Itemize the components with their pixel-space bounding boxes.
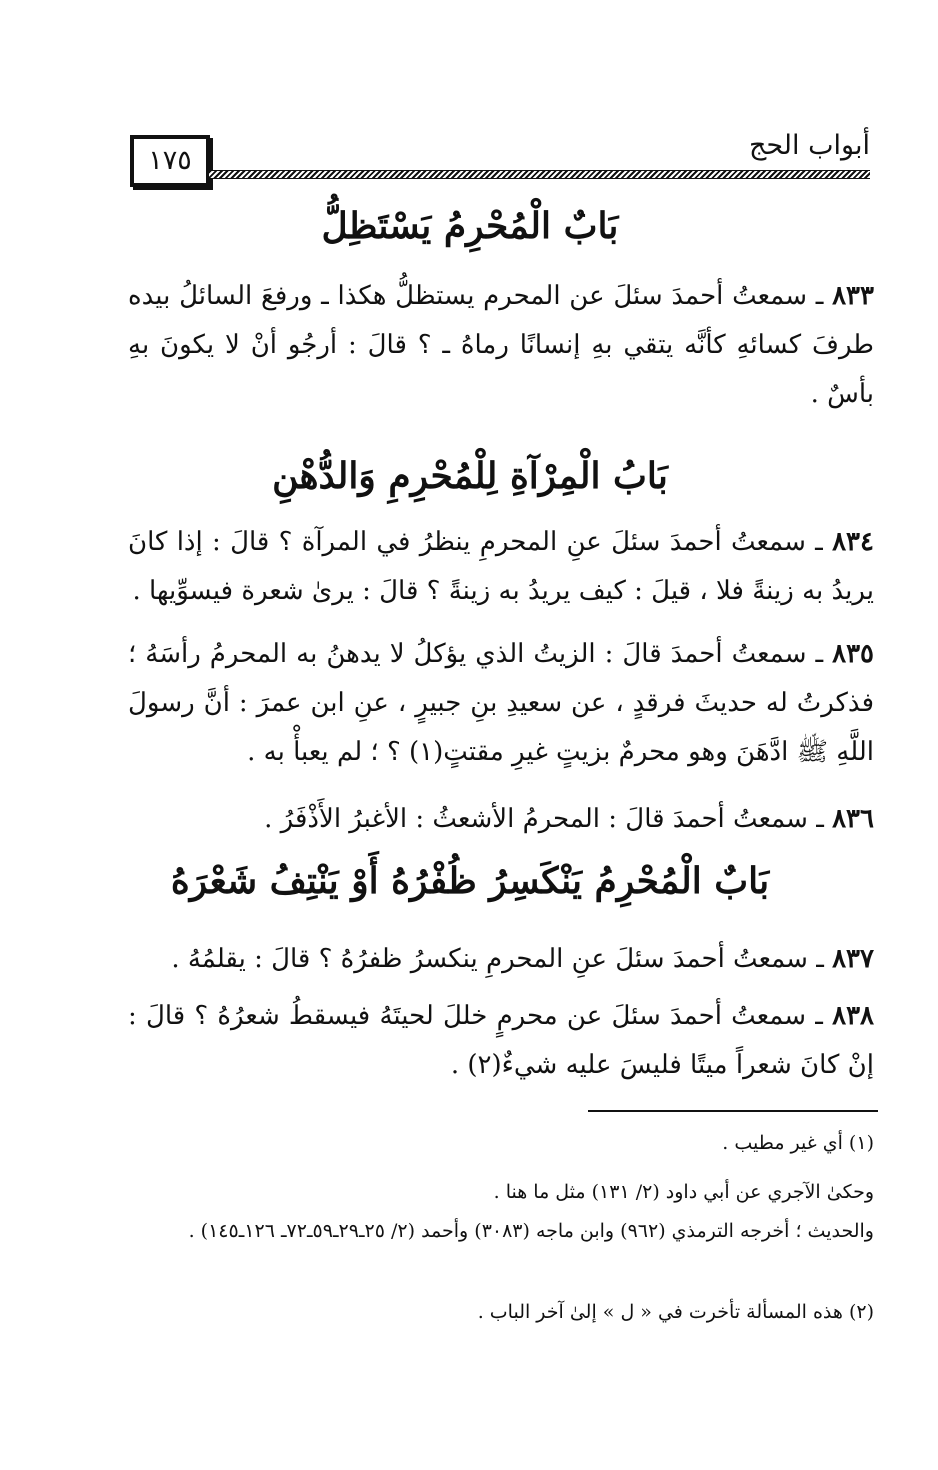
entry-text: ـ سمعتُ أحمدَ قالَ : الزيتُ الذي يؤكلُ لا يدهنُ به المحرمُ رأسَهُ ؛ فذكرتُ له حديثَ فرقدٍ ، عن سعيدِ بنِ جبيرٍ ، عنِ ابن عمرَ : أنَّ رسولَ اللَّهِ ﷺ ادَّهَنَ وهو محرمٌ بزيتٍ غيرِ مقتتٍ(١) ؟ ؛ لم يعبأْ به . — [128, 639, 874, 767]
entry-text: ـ سمعتُ أحمدَ سئلَ عنِ المحرمِ ينكسرُ ظفرُهُ ؟ قالَ : يقلمُهُ . — [171, 944, 824, 974]
entry-number: ٨٣٧ — [832, 944, 874, 974]
footnote: وحكىٰ الآجري عن أبي داود (٢/ ١٣١) مثل ما هنا . — [493, 1181, 874, 1203]
entry-number: ٨٣٥ — [832, 639, 875, 669]
section-heading: بَابٌ الْمُحْرِمُ يَسْتَظِلُّ — [321, 205, 619, 247]
entry-number: ٨٣٤ — [832, 527, 874, 557]
entry-text: ـ سمعتُ أحمدَ سئلَ عن المحرم يستظلُّ هكذا ـ ورفعَ السائلُ بيده طرفَ كسائهِ كأنَّه يتقي بهِ إنسانًا رماهُ ـ ؟ قالَ : أرجُو أنْ لا يكونَ بهِ بأسٌ . — [128, 281, 874, 409]
entry-text: ـ سمعتُ أحمدَ سئلَ عنِ المحرمِ ينظرُ في المرآة ؟ قالَ : إذا كانَ يريدُ به زينةً فلا ، قيلَ : كيف يريدُ به زينةً ؟ قالَ : يرىٰ شعرة فيسوِّيها . — [128, 527, 874, 606]
section-heading: بَابٌ الْمُحْرِمُ يَنْكَسِرُ ظُفْرُهُ أَوْ يَنْتِفُ شَعْرَهُ — [170, 860, 770, 902]
section-heading: بَابُ الْمِرْآةِ لِلْمُحْرِمِ وَالدُّهْنِ — [272, 455, 668, 497]
header-rule — [209, 170, 870, 179]
footnote-separator — [588, 1110, 878, 1112]
entry-number: ٨٣٨ — [832, 1001, 875, 1031]
entry-number: ٨٣٦ — [832, 804, 874, 834]
page-number: ١٧٥ — [130, 135, 210, 187]
entry-834 — [128, 518, 874, 616]
footnote: (٢) هذه المسألة تأخرت في « ل » إلىٰ آخر الباب . — [477, 1301, 874, 1323]
entry-835 — [128, 630, 874, 777]
entry-838 — [128, 992, 874, 1090]
entry-837 — [128, 935, 874, 984]
entry-text: ـ سمعتُ أحمدَ قالَ : المحرمُ الأشعثُ : الأغبرُ الأَذْفَرُ . — [264, 804, 824, 834]
entry-833 — [128, 272, 874, 419]
entry-number: ٨٣٣ — [832, 281, 874, 311]
footnote: والحديث ؛ أخرجه الترمذي (٩٦٢) وابن ماجه (٣٠٨٣) وأحمد (٢/ ٢٥ـ٢٩ـ٥٩ـ٧٢ـ ١٢٦ـ١٤٥) . — [188, 1220, 874, 1242]
page-header — [125, 130, 870, 190]
entry-836 — [128, 795, 874, 844]
running-title: أبواب الحج — [748, 130, 870, 161]
entry-text: ـ سمعتُ أحمدَ سئلَ عن محرمٍ خللَ لحيتَهُ فيسقطُ شعرُهُ ؟ قالَ : إنْ كانَ شعراً ميتًا فليسَ عليه شيءٌ(٢) . — [128, 1001, 874, 1080]
footnote: (١) أي غير مطيب . — [722, 1132, 874, 1154]
